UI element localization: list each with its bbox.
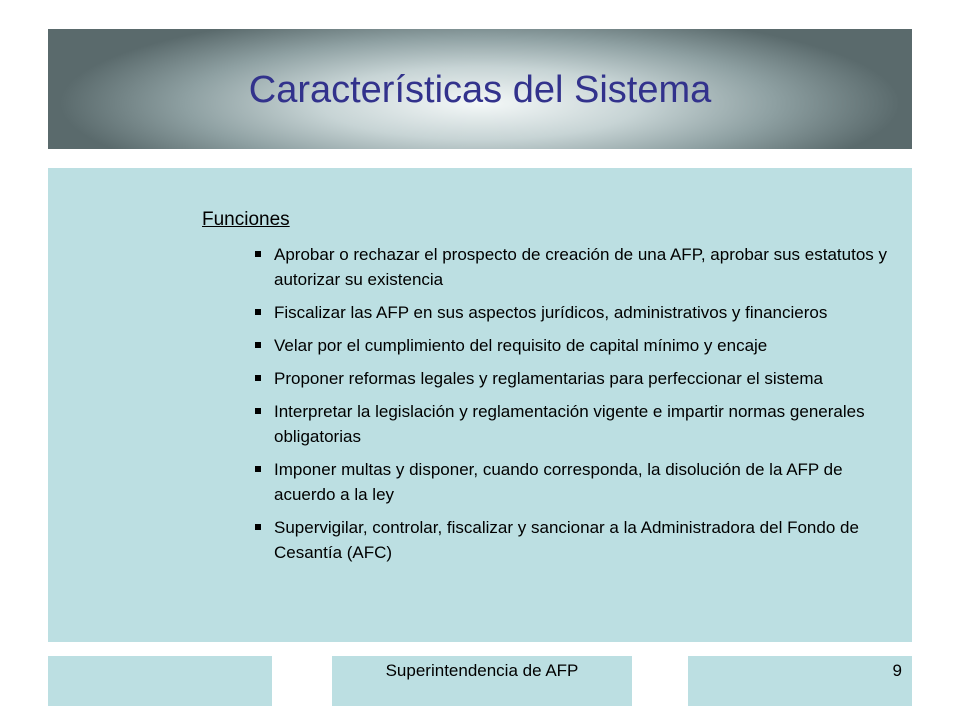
square-bullet-icon: [255, 375, 261, 381]
square-bullet-icon: [255, 251, 261, 257]
footer-right-box: [688, 656, 912, 706]
bullet-text: Interpretar la legislación y reglamentación vigente e impartir normas generales obligatorias: [274, 402, 865, 446]
section-heading: Funciones: [202, 209, 290, 230]
content-panel: [48, 168, 912, 642]
bullet-text: Fiscalizar las AFP en sus aspectos jurídicos, administrativos y financieros: [274, 303, 828, 322]
square-bullet-icon: [255, 524, 261, 530]
bullet-item: [254, 399, 904, 449]
bullet-text: Velar por el cumplimiento del requisito de capital mínimo y encaje: [274, 336, 768, 355]
square-bullet-icon: [255, 342, 261, 348]
footer-center-box: [332, 656, 632, 706]
bullet-item: [254, 515, 904, 565]
page-number: 9: [892, 661, 902, 680]
bullet-item: [254, 300, 904, 325]
bullet-text: Supervigilar, controlar, fiscalizar y sancionar a la Administradora del Fondo de Cesantía (AFC): [274, 518, 859, 562]
square-bullet-icon: [255, 408, 261, 414]
bullet-list: [254, 242, 904, 573]
footer-left-box: [48, 656, 272, 706]
bullet-item: [254, 366, 904, 391]
title-bar: [48, 29, 912, 149]
bullet-text: Aprobar o rechazar el prospecto de creación de una AFP, aprobar sus estatutos y autorizar su existencia: [274, 245, 887, 289]
square-bullet-icon: [255, 466, 261, 472]
bullet-item: [254, 242, 904, 292]
square-bullet-icon: [255, 309, 261, 315]
bullet-text: Imponer multas y disponer, cuando corresponda, la disolución de la AFP de acuerdo a la ley: [274, 460, 843, 504]
bullet-text: Proponer reformas legales y reglamentarias para perfeccionar el sistema: [274, 369, 823, 388]
bullet-item: [254, 457, 904, 507]
footer-organization: Superintendencia de AFP: [385, 661, 579, 680]
slide-title: Características del Sistema: [248, 69, 712, 111]
bullet-item: [254, 333, 904, 358]
